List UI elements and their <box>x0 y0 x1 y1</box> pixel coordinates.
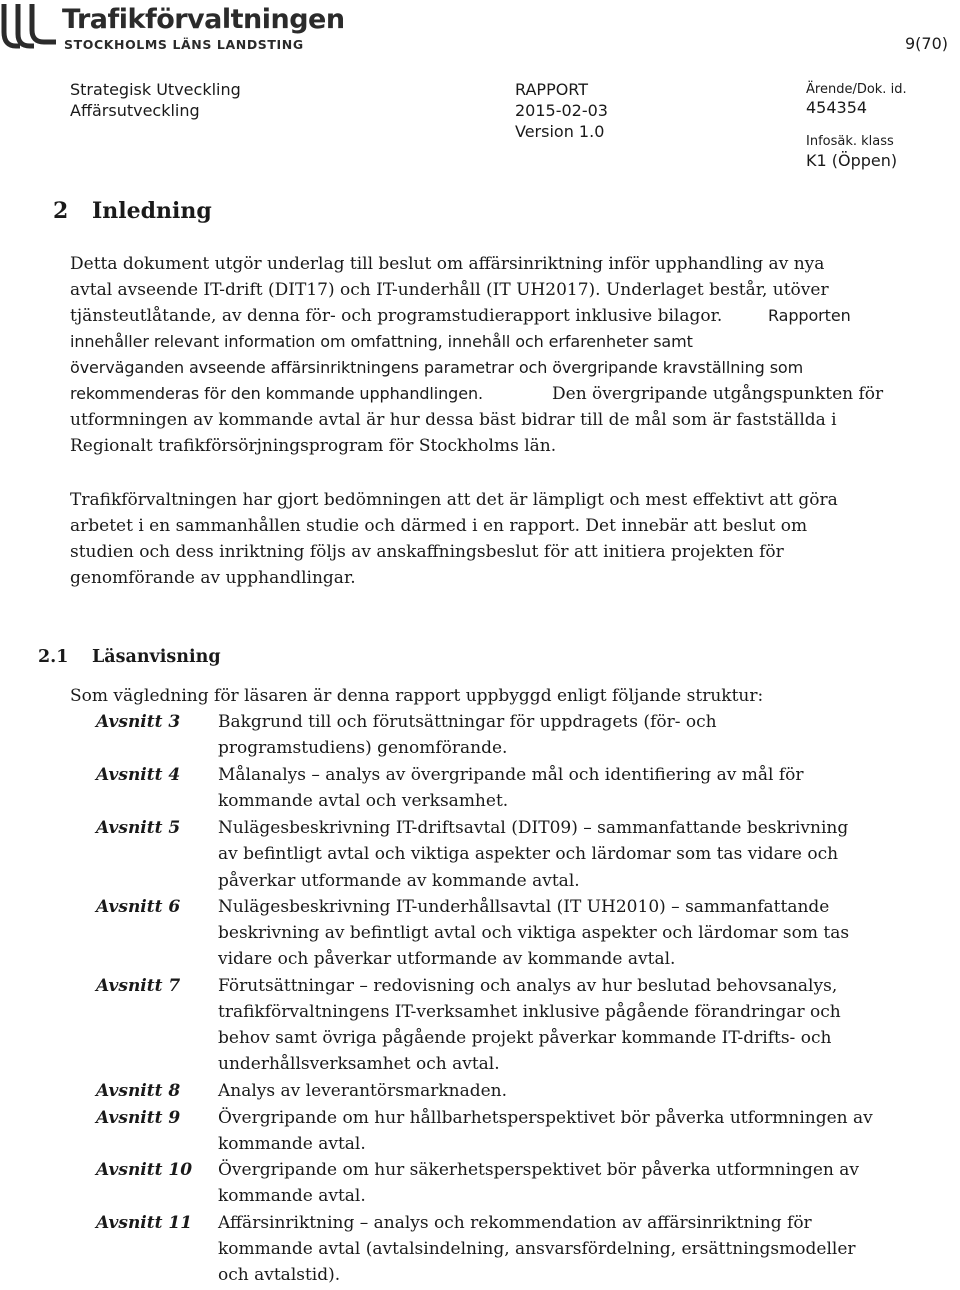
header-version: Version 1.0 <box>515 122 605 141</box>
section-title: Inledning <box>92 198 212 224</box>
org-subtitle: STOCKHOLMS LÄNS LANDSTING <box>64 37 304 52</box>
header-date: 2015-02-03 <box>515 101 608 120</box>
item-line: Nulägesbeskrivning IT-driftsavtal (DIT09) – sammanfattande beskrivning <box>218 818 849 838</box>
para1-line: utformningen av kommande avtal är hur dessa bäst bidrar till de mål som är fastställda i <box>70 410 837 430</box>
para1-line: tjänsteutlåtande, av denna för- och programstudierapport inklusive bilagor. <box>70 306 723 326</box>
header-doc-type: RAPPORT <box>515 80 589 99</box>
item-line: Analys av leverantörsmarknaden. <box>218 1081 508 1101</box>
item-line: beskrivning av befintligt avtal och viktiga aspekter och lärdomar som tas <box>218 923 850 943</box>
item-line: underhållsverksamhet och avtal. <box>218 1054 500 1074</box>
item-label: Avsnitt 3 <box>96 712 181 732</box>
item-label: Avsnitt 8 <box>96 1081 181 1101</box>
item-label: Avsnitt 4 <box>96 765 181 785</box>
item-line: kommande avtal och verksamhet. <box>218 791 509 811</box>
item-line: påverkar utformande av kommande avtal. <box>218 871 580 891</box>
para2-line: studien och dess inriktning följs av anskaffningsbeslut för att initiera projekten för <box>70 542 784 562</box>
subsection-number: 2.1 <box>38 647 69 667</box>
item-line: programstudiens) genomförande. <box>218 738 508 758</box>
item-line: vidare och påverkar utformande av kommande avtal. <box>218 949 676 969</box>
item-line: Förutsättningar – redovisning och analys av hur beslutad behovsanalys, <box>218 976 838 996</box>
item-line: kommande avtal. <box>218 1186 366 1206</box>
item-line: kommande avtal (avtalsindelning, ansvarsfördelning, ersättningsmodeller <box>218 1239 856 1259</box>
logo-mark-icon <box>0 2 58 52</box>
para1-line: rekommenderas för den kommande upphandlingen. <box>70 384 483 403</box>
item-label: Avsnitt 10 <box>96 1160 193 1180</box>
para1-line: Den övergripande utgångspunkten för <box>552 384 884 404</box>
item-line: trafikförvaltningens IT-verksamhet inklusive pågående förandringar och <box>218 1002 841 1022</box>
item-line: Bakgrund till och förutsättningar för uppdragets (för- och <box>218 712 717 732</box>
item-label: Avsnitt 7 <box>96 976 181 996</box>
org-name: Trafikförvaltningen <box>62 4 345 35</box>
header-security-value: K1 (Öppen) <box>806 151 898 170</box>
item-line: av befintligt avtal och viktiga aspekter och lärdomar som tas vidare och <box>218 844 839 864</box>
item-line: kommande avtal. <box>218 1134 366 1154</box>
para1-line: Regionalt trafikförsörjningsprogram för Stockholms län. <box>70 436 557 456</box>
item-line: Målanalys – analys av övergripande mål och identifiering av mål för <box>218 765 804 785</box>
para1-line: överväganden avseende affärsinriktningens parametrar och övergripande kravställning som <box>70 358 804 377</box>
item-label: Avsnitt 11 <box>96 1213 193 1233</box>
para2-line: genomförande av upphandlingar. <box>70 568 356 588</box>
section-number: 2 <box>53 198 69 224</box>
header-case-id: 454354 <box>806 98 868 117</box>
subsection-title: Läsanvisning <box>92 647 221 667</box>
para1-line: avtal avseende IT-drift (DIT17) och IT-underhåll (IT UH2017). Underlaget består, utöver <box>70 280 829 300</box>
item-label: Avsnitt 5 <box>96 818 181 838</box>
para2-line: Trafikförvaltningen har gjort bedömningen att det är lämpligt och mest effektivt att göra <box>70 490 838 510</box>
header-unit: Affärsutveckling <box>70 101 200 120</box>
item-label: Avsnitt 9 <box>96 1108 181 1128</box>
item-line: och avtalstid). <box>218 1265 341 1285</box>
subsection-intro: Som vägledning för läsaren är denna rapport uppbyggd enligt följande struktur: <box>70 686 764 706</box>
para1-line: Detta dokument utgör underlag till beslut om affärsinriktning inför upphandling av nya <box>70 254 825 274</box>
item-label: Avsnitt 6 <box>96 897 181 917</box>
para2-line: arbetet i en sammanhållen studie och därmed i en rapport. Det innebär att beslut om <box>70 516 808 536</box>
header-dept: Strategisk Utveckling <box>70 80 241 99</box>
item-line: behov samt övriga pågående projekt påverkar kommande IT-drifts- och <box>218 1028 832 1048</box>
header-security-label: Infosäk. klass <box>806 134 894 149</box>
para1-line: Rapporten <box>768 306 851 325</box>
header-case-label: Ärende/Dok. id. <box>806 82 907 97</box>
item-line: Affärsinriktning – analys och rekommendation av affärsinriktning för <box>218 1213 812 1233</box>
item-line: Övergripande om hur säkerhetsperspektivet bör påverka utformningen av <box>218 1160 860 1180</box>
para1-line: innehåller relevant information om omfattning, innehåll och erfarenheter samt <box>70 332 693 351</box>
logo <box>0 2 345 52</box>
page-number: 9(70) <box>905 34 949 53</box>
item-line: Nulägesbeskrivning IT-underhållsavtal (IT UH2010) – sammanfattande <box>218 897 830 917</box>
item-line: Övergripande om hur hållbarhetsperspektivet bör påverka utformningen av <box>218 1108 873 1128</box>
